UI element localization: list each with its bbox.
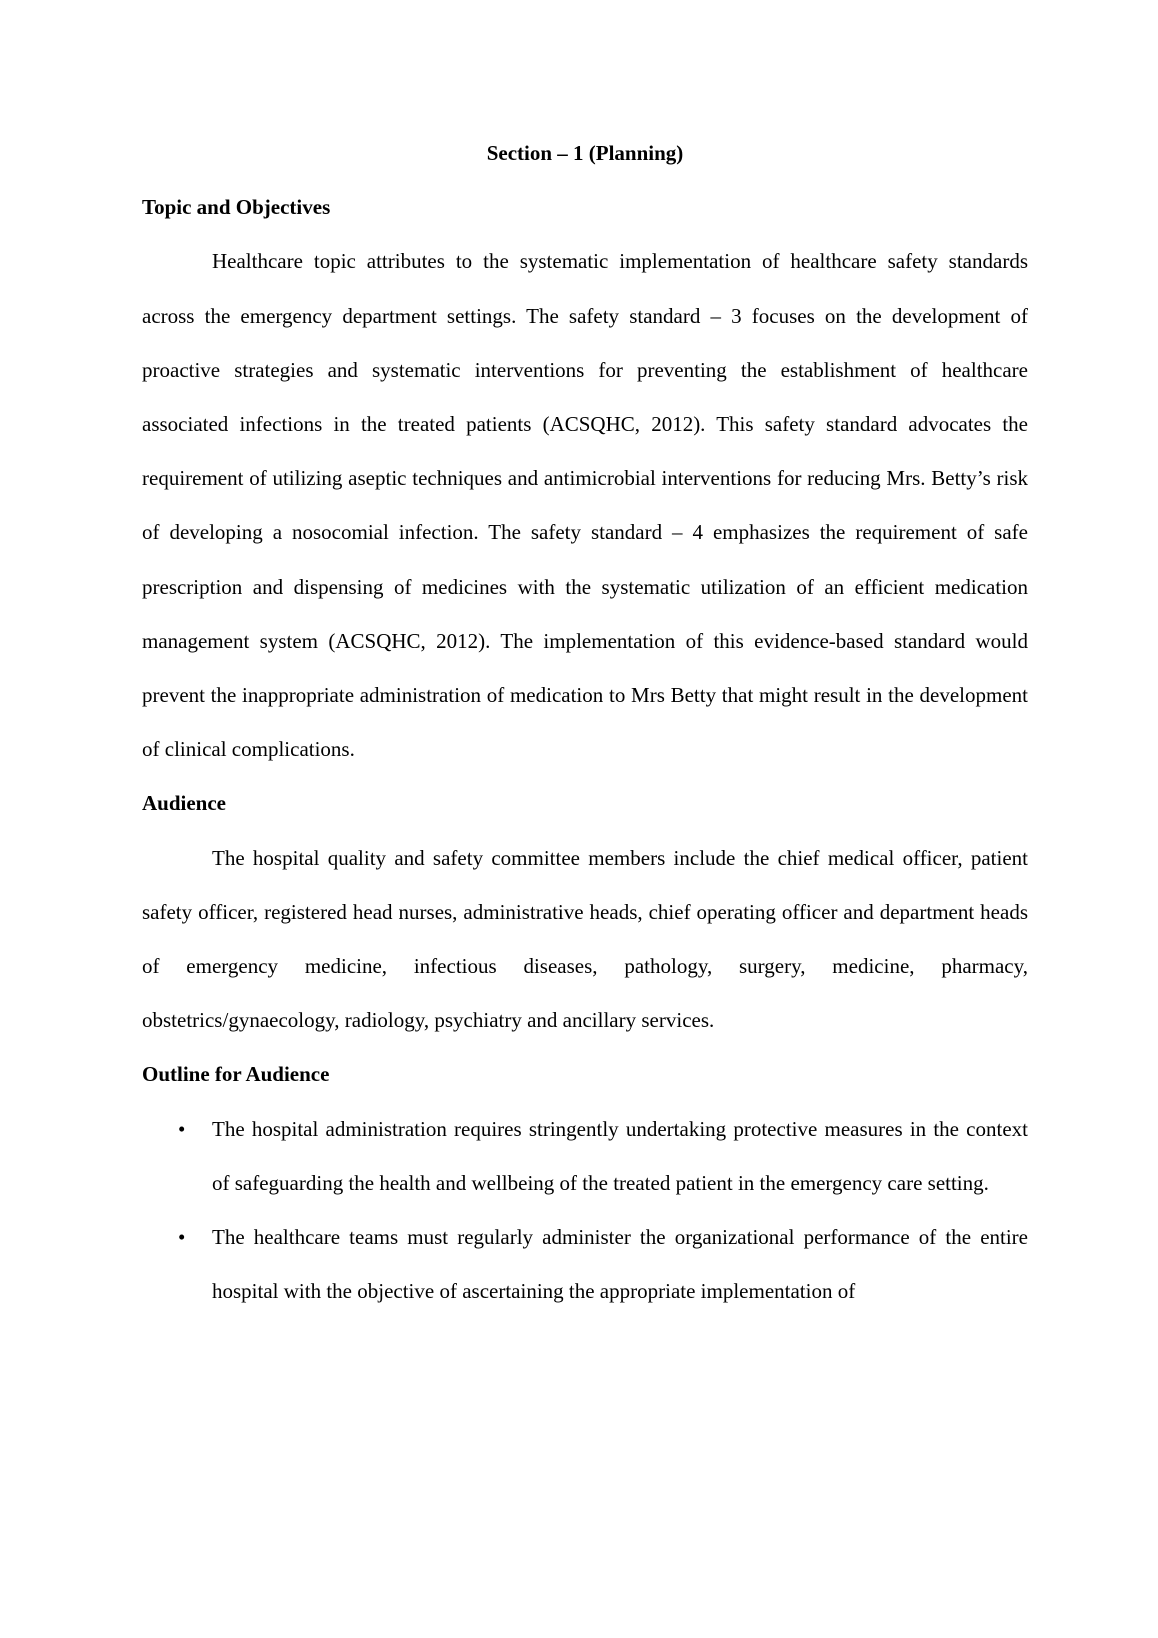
outline-heading: Outline for Audience [142, 1062, 330, 1087]
topic-paragraph: Healthcare topic attributes to the systematic implementation of healthcare safety standards across the emergency department settings. The safety standard – 3 focuses on the development of proactive strategies and systematic interventions for preventing the establishment of healthcare associated infections in the treated patients (ACSQHC, 2012). This safety standard advocates the requirement of utilizing aseptic techniques and antimicrobial interventions for reducing Mrs. Betty’s risk of developing a nosocomial infection. The safety standard – 4 emphasizes the requirement of safe prescription and dispensing of medicines with the systematic utilization of an efficient medication management system (ACSQHC, 2012). The implementation of this evidence-based standard would prevent the inappropriate administration of medication to Mrs Betty that might result in the development of clinical complications. [142, 249, 1028, 762]
outline-item-text: The healthcare teams must regularly administer the organizational performance of the entire hospital with the objective of ascertaining the appropriate implementation of [212, 1225, 1028, 1304]
bullet-icon: • [178, 1116, 186, 1141]
audience-paragraph: The hospital quality and safety committee members include the chief medical officer, patient safety officer, registered head nurses, administrative heads, chief operating officer and department heads of emergency medicine, infectious diseases, pathology, surgery, medicine, pharmacy, obstetrics/gynaecology, radiology, psychiatry and ancillary services. [142, 845, 1028, 1033]
outline-item [142, 1102, 1028, 1210]
audience-heading: Audience [142, 791, 226, 816]
outline-list [142, 1102, 1028, 1319]
section-title: Section – 1 (Planning) [486, 141, 684, 165]
outline-item-text: The hospital administration requires stringently undertaking protective measures in the context of safeguarding the health and wellbeing of the treated patient in the emergency care setting. [212, 1116, 1028, 1195]
document-page [142, 126, 1028, 1318]
bullet-icon: • [178, 1225, 186, 1250]
topic-heading: Topic and Objectives [142, 195, 331, 220]
outline-item [142, 1210, 1028, 1318]
